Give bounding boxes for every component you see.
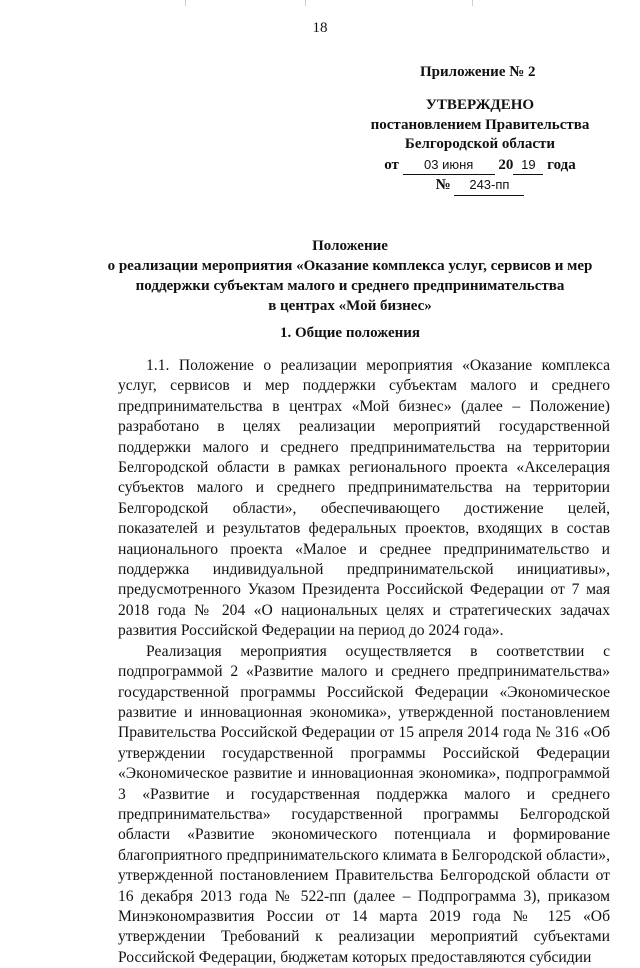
date-year-field: 19 (513, 155, 543, 176)
approval-number-line (340, 175, 620, 196)
page-number: 18 (312, 20, 328, 36)
title-line-2: о реализации мероприятия «Оказание комплекса услуг, сервисов и мер (107, 258, 593, 274)
date-prefix: от (384, 156, 399, 173)
section-body (118, 356, 610, 968)
approved-label: УТВЕРЖДЕНО (425, 97, 535, 113)
paragraph-2: Реализация мероприятия осуществляется в соответствии с подпрограммой 2 «Развитие малого и среднего предпринимательства» государственной программы Российской Федерации «Экономическое развитие и инновационная экономика», утвержденной постановлением Правительства Российской Федерации от 15 апреля 2014 года № 316 «Об утверждении государственной программы Российской Федерации «Экономическое развитие и инновационная экономика», подпрограммой 3 «Развитие и государственная поддержка малого и среднего предпринимательства» государственной программы Белгородской области «Развитие экономического потенциала и формирование благоприятного предпринимательского климата в Белгородской области», утвержденной постановлением Правительства Белгородской области от 16 декабря 2013 года № 522-пп (далее – Подпрограмма 3), приказом Минэкономразвития России от 14 марта 2019 года № 125 «Об утверждении Требований к реализации мероприятий субъектами Российской Федерации, бюджетам которых предоставляются субсидии (118, 642, 610, 966)
section-heading: 1. Общие положения (279, 325, 421, 341)
title-line-3: поддержки субъектам малого и среднего предпринимательства (135, 278, 565, 294)
scan-mark (472, 0, 473, 6)
appendix-label: Приложение № 2 (420, 64, 536, 80)
document-title (90, 236, 610, 316)
approval-line-2: Белгородской области (404, 136, 556, 152)
date-year-prefix: 20 (498, 156, 514, 173)
paragraph-1: 1.1. Положение о реализации мероприятия «Оказание комплекса услуг, сервисов и мер поддержки субъектам малого и среднего предпринимательства в центрах «Мой бизнес» (далее – Положение) разработано в целях реализации мероприятий государственной поддержки малого и среднего предпринимательства на территории Белгородской области в рамках регионального проекта «Акселерация субъектов малого и среднего предпринимательства на территории Белгородской области», обеспечивающего достижение целей, показателей и результатов федеральных проектов, входящих в состав национального проекта «Малое и среднее предпринимательство и поддержка индивидуальной предпринимательской инициативы», предусмотренного Указом Президента Российской Федерации от 7 мая 2018 года № 204 «О национальных целях и стратегических задачах развития Российской Федерации на период до 2024 года». (118, 357, 610, 640)
date-suffix: года (547, 156, 576, 173)
title-line-1: Положение (312, 238, 388, 254)
title-line-4: в центрах «Мой бизнес» (268, 298, 432, 314)
scan-mark (305, 0, 306, 6)
approval-date-line (340, 155, 620, 176)
scan-mark (185, 0, 186, 6)
approval-line-1: постановлением Правительства (370, 116, 590, 133)
document-number-field: 243-пп (454, 175, 524, 196)
approval-block (340, 96, 620, 196)
number-prefix: № (435, 177, 451, 193)
date-day-field: 03 июня (403, 155, 495, 176)
